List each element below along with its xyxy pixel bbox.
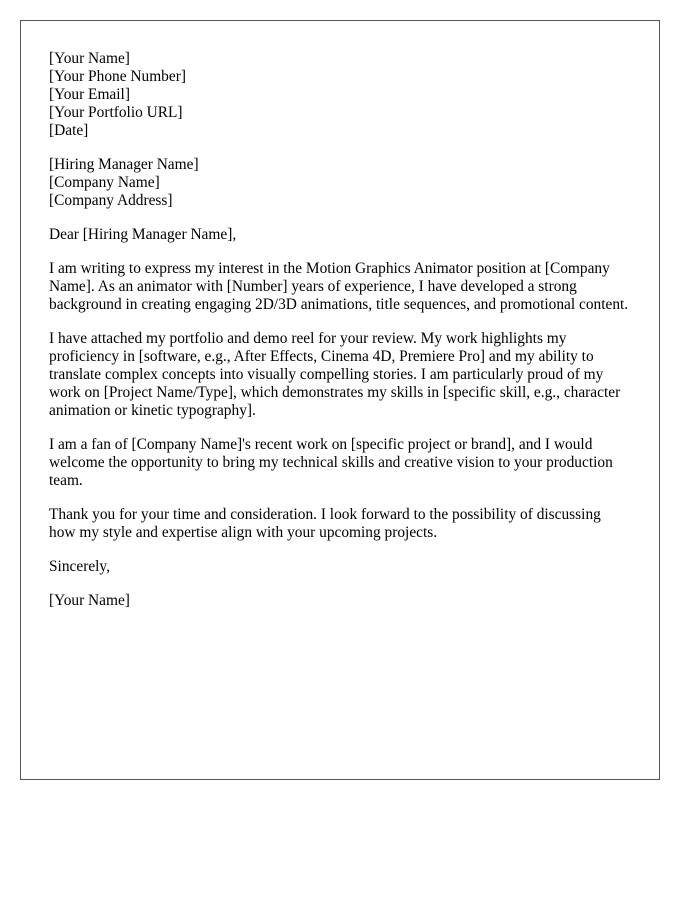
body-paragraph: I have attached my portfolio and demo reel for your review. My work highlights my proficiency in [software, e.g., After Effects, Cinema 4D, Premiere Pro] and my ability to translate complex concepts into visually compelling stories. I am particularly proud of my work on [Project Name/Type], which demonstrates my skills in [specific skill, e.g., character animation or kinetic typography]. — [49, 330, 621, 419]
salutation: Dear [Hiring Manager Name], — [49, 226, 237, 243]
signature: [Your Name] — [49, 592, 130, 609]
cover-letter-page — [20, 20, 660, 780]
sender-name: [Your Name] — [49, 50, 130, 67]
recipient-company: [Company Name] — [49, 174, 160, 191]
letter-date: [Date] — [49, 122, 89, 139]
recipient-manager: [Hiring Manager Name] — [49, 156, 199, 173]
sender-email: [Your Email] — [49, 86, 130, 103]
body-paragraph: I am a fan of [Company Name]'s recent work on [specific project or brand], and I would welcome the opportunity to bring my technical skills and creative vision to your production team. — [49, 436, 613, 489]
body-paragraph: Thank you for your time and consideration. I look forward to the possibility of discussing how my style and expertise align with your upcoming projects. — [49, 506, 601, 541]
body-paragraph: I am writing to express my interest in the Motion Graphics Animator position at [Company Name]. As an animator with [Number] years of experience, I have developed a strong background in creating engaging 2D/3D animations, title sequences, and promotional content. — [49, 260, 629, 313]
sender-block — [49, 50, 631, 140]
recipient-block — [49, 156, 631, 210]
closing: Sincerely, — [49, 558, 110, 575]
sender-phone: [Your Phone Number] — [49, 68, 186, 85]
recipient-address: [Company Address] — [49, 192, 173, 209]
sender-portfolio: [Your Portfolio URL] — [49, 104, 183, 121]
